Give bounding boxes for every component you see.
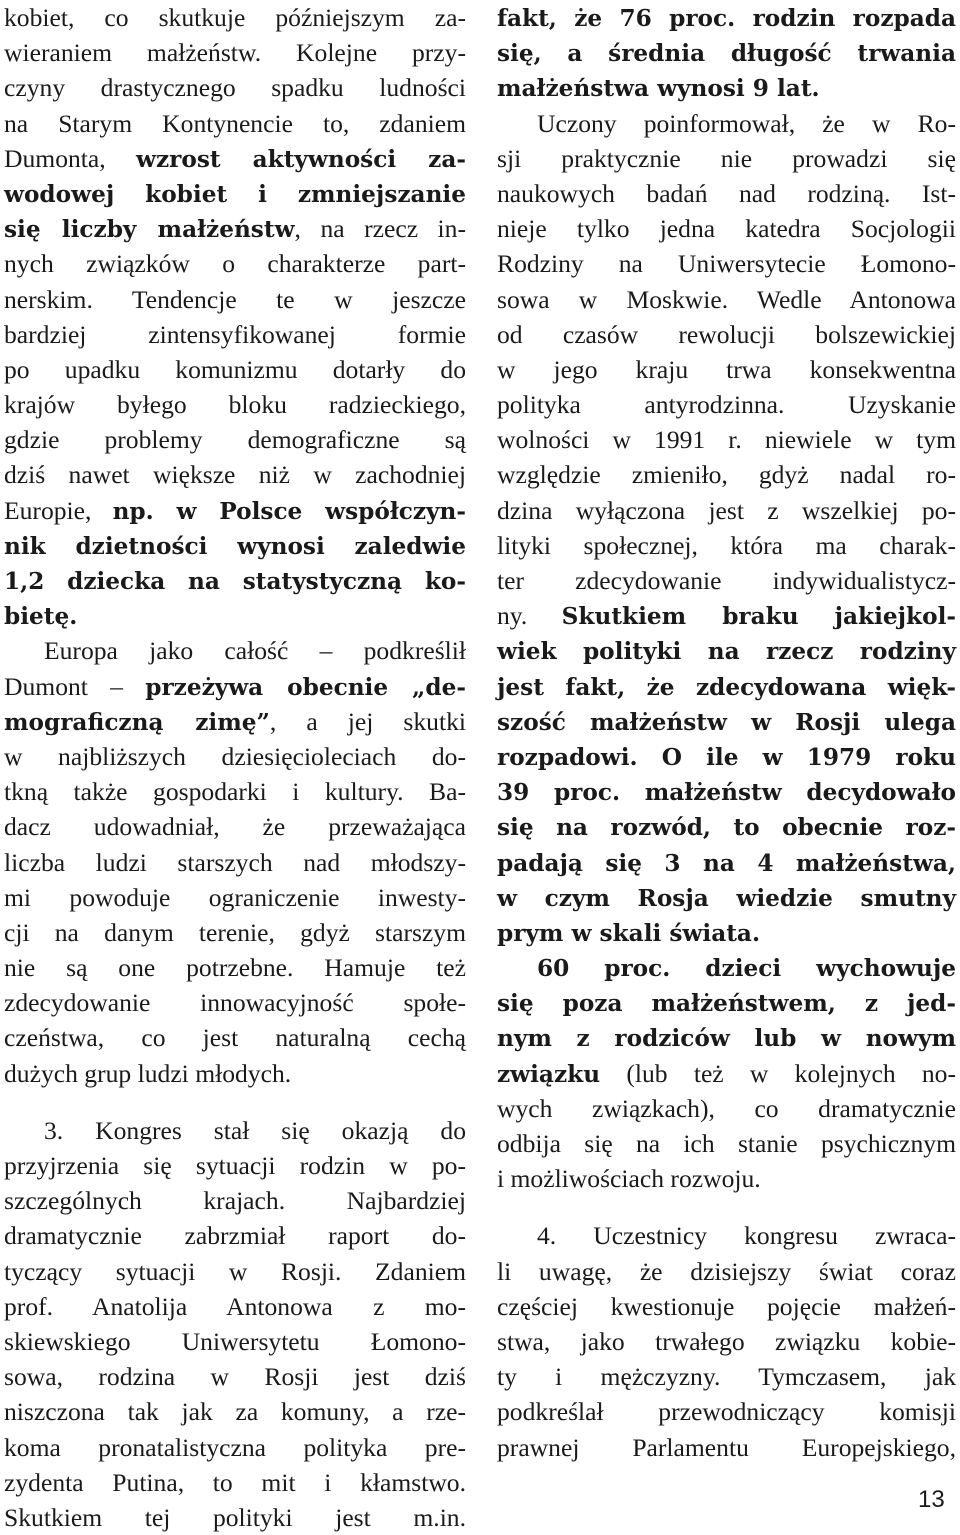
text-line (497, 493, 956, 528)
text-line (497, 35, 956, 70)
bold-text-run: wiek polityki na rzecz rodziny (497, 638, 956, 666)
text-run: cji na danym terenie, gdyż starszym (4, 917, 466, 947)
text-run: w najbliższych dziesięcioleciach do- (4, 741, 466, 771)
text-line (4, 774, 466, 809)
text-run: , a jej skutki (269, 706, 467, 736)
text-line (4, 1500, 466, 1535)
text-line (497, 704, 956, 739)
text-run: względzie zmieniło, gdyż nadal ro- (497, 460, 956, 490)
bold-text-run: nym z rodziców lub w nowym (497, 1025, 956, 1053)
text-line (497, 669, 956, 704)
paragraph-gap (497, 1196, 956, 1218)
bold-text-run: wodowej kobiet i zmniejszanie (4, 180, 466, 208)
bold-text-run: nik dzietności wynosi zaledwie (4, 532, 466, 560)
text-run: Dumonta, (4, 143, 137, 173)
text-run: kobiet, co skutkuje późniejszym za- (4, 3, 466, 32)
text-line (497, 845, 956, 880)
text-line (497, 774, 956, 809)
text-line (497, 1161, 956, 1196)
text-line (4, 493, 466, 528)
text-line (497, 1324, 956, 1359)
text-run: liczba ludzi starszych nad młodszy- (4, 847, 466, 877)
text-line (4, 176, 466, 211)
bold-text-run: 39 proc. małżeństw decydowało (497, 779, 956, 807)
text-line (4, 0, 466, 35)
text-run: niszczona tak jak za komuny, a rze- (4, 1397, 466, 1427)
text-run: czyny drastycznego spadku ludności (4, 73, 466, 103)
bold-text-run: szość małżeństw w Rosji ulega (497, 708, 956, 736)
text-line (497, 563, 956, 598)
bold-text-run: Skutkiem braku jakiejkol- (561, 603, 956, 631)
text-line (497, 528, 956, 563)
text-line (4, 35, 466, 70)
text-line (4, 211, 466, 246)
text-run: Skutkiem tej polityki jest m.in. (4, 1502, 466, 1532)
text-line (497, 317, 956, 352)
text-run: dramatycznie zabrzmiał raport do- (4, 1221, 466, 1251)
text-run: nerskim. Tendencje te w jeszcze (4, 284, 466, 314)
text-line (497, 1254, 956, 1289)
text-run: Europie, (4, 495, 113, 525)
text-line (4, 528, 466, 563)
text-line (497, 1020, 956, 1055)
text-line (4, 1430, 466, 1465)
text-run: ny. (497, 601, 562, 631)
text-run: prawnej Parlamentu Europejskiego, (497, 1432, 956, 1462)
text-line (4, 669, 466, 704)
text-line (4, 1254, 466, 1289)
text-line (4, 563, 466, 598)
text-run: , na rzecz in- (294, 214, 466, 244)
text-line (4, 141, 466, 176)
left-text-column (4, 0, 466, 1535)
bold-text-run: bietę. (4, 603, 78, 631)
text-run: dużych grup ludzi młodych. (4, 1058, 292, 1088)
text-line (497, 915, 956, 950)
text-line (4, 1394, 466, 1429)
text-run: naukowych badań nad rodziną. Ist- (497, 178, 956, 208)
text-line (4, 422, 466, 457)
bold-text-run: padają się 3 na 4 małżeństwa, (497, 849, 956, 877)
text-line (4, 1113, 466, 1148)
text-run: sowa, rodzina w Rosji jest dziś (4, 1362, 466, 1392)
text-run: czeństwa, co jest naturalną cechą (4, 1023, 466, 1053)
text-line (497, 387, 956, 422)
text-line (4, 704, 466, 739)
text-line (497, 352, 956, 387)
page-number: 13 (918, 1486, 945, 1513)
text-run: na Starym Kontynencie to, zdaniem (4, 108, 466, 138)
text-line (497, 1091, 956, 1126)
text-line (4, 1324, 466, 1359)
text-run: polityka antyrodzinna. Uzyskanie (497, 390, 956, 420)
text-line (4, 106, 466, 141)
text-line (4, 809, 466, 844)
text-line (4, 317, 466, 352)
text-line (497, 176, 956, 211)
text-run: od czasów rewolucji bolszewickiej (497, 319, 956, 349)
text-run: zydenta Putina, to mit i kłamstwo. (4, 1467, 466, 1497)
text-line (4, 70, 466, 105)
text-run: Rodziny na Uniwersytecie Łomono- (497, 249, 956, 279)
text-line (4, 915, 466, 950)
text-line (497, 211, 956, 246)
text-run: częściej kwestionuje pojęcie małżeń- (497, 1291, 956, 1321)
text-line (4, 950, 466, 985)
text-line (497, 422, 956, 457)
text-line (497, 1359, 956, 1394)
text-run: 3. Kongres stał się okazją do (44, 1115, 466, 1145)
text-line (4, 1359, 466, 1394)
text-run: przyjrzenia się sytuacji rodzin w po- (4, 1151, 466, 1180)
text-run: dziś nawet większe niż w zachodniej (4, 460, 466, 490)
text-run: podkreślał przewodniczący komisji (497, 1397, 956, 1427)
text-line (497, 1056, 956, 1091)
text-run: 4. Uczestnicy kongresu zwraca- (537, 1221, 956, 1251)
text-run: odbija się na ich stanie psychicznym (497, 1129, 956, 1158)
text-line (497, 985, 956, 1020)
text-run: ter zdecydowanie indywidualistycz- (497, 566, 956, 595)
text-line (4, 598, 466, 633)
text-run: (lub też w kolejnych no- (600, 1058, 956, 1088)
text-line (497, 1289, 956, 1324)
text-run: koma pronatalistyczna polityka pre- (4, 1432, 466, 1462)
text-run: dacz udowadniał, że przeważająca (4, 812, 466, 842)
bold-text-run: się, a średnia długość trwania (497, 40, 956, 68)
text-line (497, 246, 956, 281)
text-line (4, 246, 466, 281)
text-line (497, 739, 956, 774)
bold-text-run: 1,2 dziecka na statystyczną ko- (4, 568, 466, 595)
text-line (4, 282, 466, 317)
text-line (4, 1020, 466, 1055)
text-run: Dumont – (4, 671, 146, 701)
text-run: gdzie problemy demograficzne są (4, 425, 466, 455)
text-line (4, 845, 466, 880)
text-run: ty i mężczyzny. Tymczasem, jak (497, 1362, 956, 1392)
text-line (497, 1218, 956, 1253)
text-line (497, 106, 956, 141)
text-line (497, 633, 956, 668)
text-run: wieraniem małżeństw. Kolejne przy- (4, 38, 466, 68)
text-line (497, 1394, 956, 1429)
bold-text-run: rozpadowi. O ile w 1979 roku (497, 743, 956, 771)
bold-text-run: się poza małżeństwem, z jed- (497, 990, 956, 1018)
text-run: prof. Anatolija Antonowa z mo- (4, 1291, 466, 1321)
text-line (497, 141, 956, 176)
text-run: krajów byłego bloku radzieckiego, (4, 390, 466, 420)
text-line (4, 387, 466, 422)
text-line (4, 1183, 466, 1218)
text-line (497, 880, 956, 915)
text-line (497, 809, 956, 844)
text-run: wych związkach), co dramatycznie (497, 1093, 956, 1123)
text-run: tyczący sytuacji w Rosji. Zdaniem (4, 1256, 466, 1286)
text-line (497, 282, 956, 317)
text-run: sji praktycznie nie prowadzi się (497, 143, 956, 173)
text-line (4, 739, 466, 774)
text-line (497, 598, 956, 633)
text-line (4, 1289, 466, 1324)
text-run: po upadku komunizmu dotarły do (4, 354, 466, 384)
text-run: sowa w Moskwie. Wedle Antonowa (497, 284, 956, 314)
bold-text-run: małżeństwa wynosi 9 lat. (497, 75, 820, 103)
text-run: nieje tylko jedna katedra Socjologii (497, 214, 956, 244)
bold-text-run: jest fakt, że zdecydowana więk- (497, 673, 956, 701)
text-line (497, 1126, 956, 1161)
text-run: wolności w 1991 r. niewiele w tym (497, 425, 956, 455)
text-run: stwa, jako trwałego związku kobie- (497, 1326, 956, 1356)
text-line (497, 0, 956, 35)
bold-text-run: wzrost aktywności za- (136, 145, 466, 173)
text-line (497, 1430, 956, 1465)
text-run: mi powoduje ograniczenie inwesty- (4, 882, 466, 912)
text-line (497, 950, 956, 985)
bold-text-run: się liczby małżeństw (4, 216, 295, 244)
text-run: li uwagę, że dzisiejszy świat coraz (497, 1256, 956, 1286)
text-run: bardziej zintensyfikowanej formie (4, 319, 466, 349)
bold-text-run: 60 proc. dzieci wychowuje (537, 955, 956, 983)
bold-text-run: się na rozwód, to obecnie roz- (497, 814, 956, 842)
text-run: nie są one potrzebne. Hamuje też (4, 953, 466, 983)
bold-text-run: fakt, że 76 proc. rodzin rozpada (497, 5, 956, 32)
bold-text-run: prym w skali świata. (497, 919, 761, 947)
text-run: szczególnych krajach. Najbardziej (4, 1186, 466, 1216)
text-run: Europa jako całość – podkreślił (44, 636, 466, 666)
text-line (4, 1465, 466, 1500)
bold-text-run: związku (497, 1060, 601, 1088)
text-line (4, 457, 466, 492)
text-run: i możliwościach rozwoju. (497, 1164, 761, 1194)
bold-text-run: w czym Rosja wiedzie smutny (497, 884, 956, 912)
paragraph-gap (4, 1091, 466, 1113)
text-run: Uczony poinformował, że w Ro- (537, 108, 956, 138)
bold-text-run: mograficzną zimę” (4, 708, 270, 736)
text-line (4, 352, 466, 387)
text-line (497, 457, 956, 492)
text-line (497, 70, 956, 105)
bold-text-run: przeżywa obecnie „de- (145, 673, 466, 701)
text-run: nych związków o charakterze part- (4, 249, 466, 279)
text-run: w jego kraju trwa konsekwentna (497, 354, 956, 384)
right-text-column (497, 0, 956, 1465)
text-run: zdecydowanie innowacyjność społe- (4, 988, 466, 1018)
text-line (4, 985, 466, 1020)
text-line (4, 633, 466, 668)
text-run: lityki społecznej, która ma charak- (497, 530, 956, 560)
text-line (4, 1218, 466, 1253)
text-line (4, 1148, 466, 1183)
text-run: tkną także gospodarki i kultury. Ba- (4, 777, 466, 807)
text-run: dzina wyłączona jest z wszelkiej po- (497, 495, 956, 525)
text-run: skiewskiego Uniwersytetu Łomono- (4, 1326, 466, 1356)
text-line (4, 1056, 466, 1091)
text-line (4, 880, 466, 915)
bold-text-run: np. w Polsce współczyn- (112, 497, 466, 525)
